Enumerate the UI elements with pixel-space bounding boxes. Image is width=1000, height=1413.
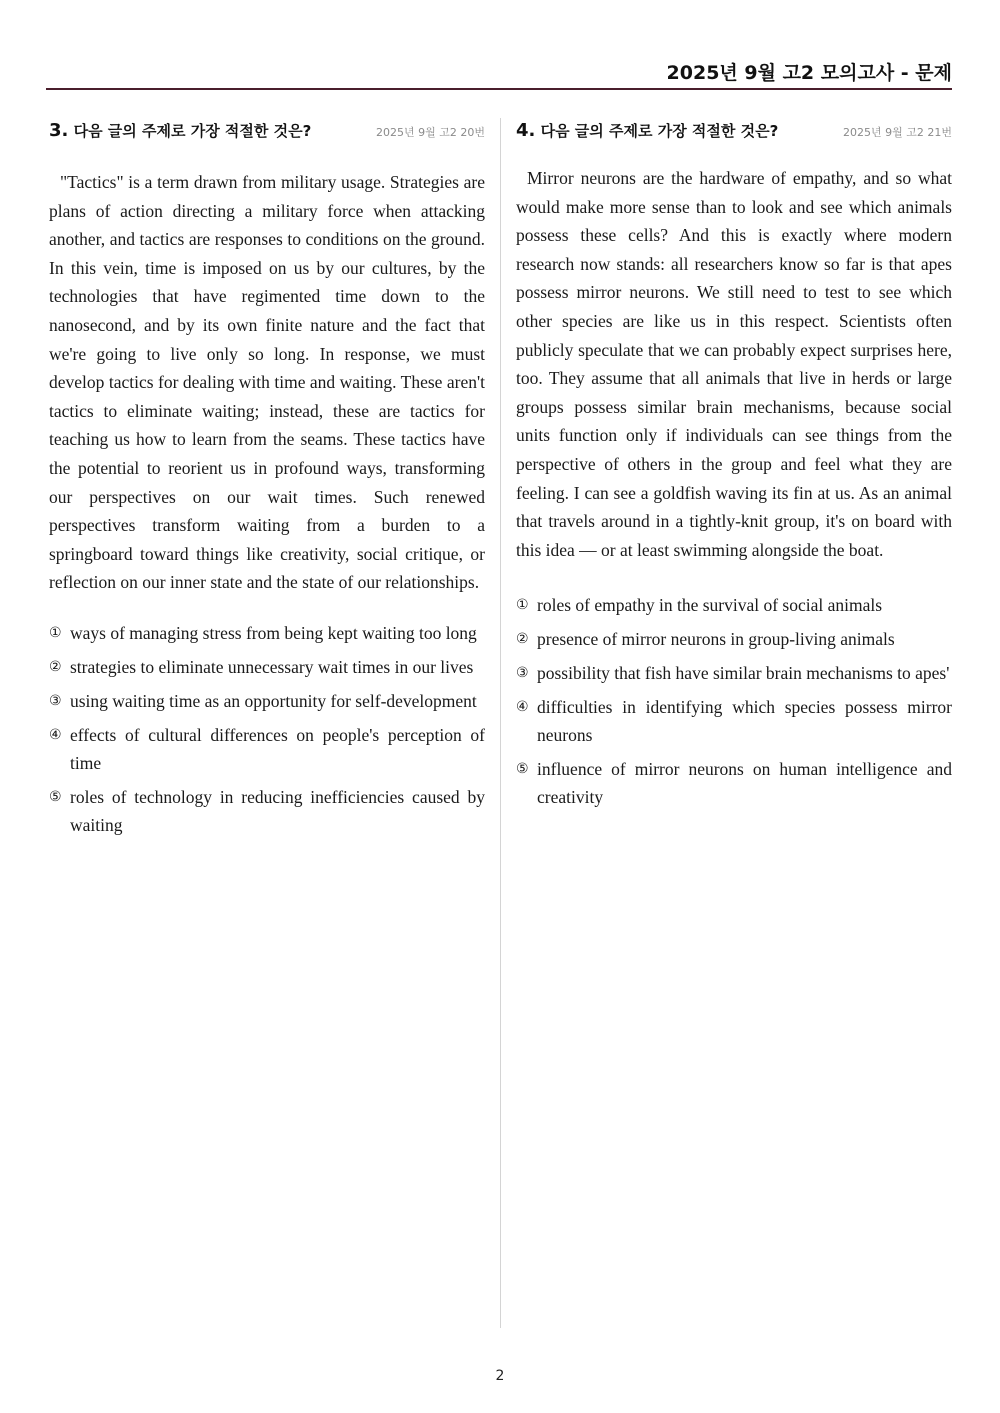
choice-number: ② <box>516 631 529 648</box>
choice-number: ① <box>516 597 529 614</box>
question-prompt: 다음 글의 주제로 가장 적절한 것은? <box>73 122 312 140</box>
question-number: 3. <box>49 120 69 141</box>
answer-choice-1[interactable] <box>516 591 952 619</box>
question-source: 2025년 9월 고2 20번 <box>376 126 485 139</box>
question-header <box>49 118 485 150</box>
question-passage: "Tactics" is a term drawn from military usage. Strategies are plans of action directing a military force when attacking another, and tactics are responses to conditions on the ground. In this vein, time is imposed on us by our cultures, by the technologies that have regimented time down to the nanosecond, and by its own finite nature and the fact that we're going to live only so long. In response, we must develop tactics for dealing with time and waiting. These aren't tactics to eliminate waiting; instead, these are tactics for teaching us how to learn from the seams. These tactics have the potential to reorient us in profound ways, transforming our perspectives on our wait times. Such renewed perspectives transform waiting from a burden to a springboard toward things like creativity, social critique, or reflection on our inner state and the state of our relationships. <box>49 172 485 593</box>
page-header-title: 2025년 9월 고2 모의고사 - 문제 <box>666 62 952 84</box>
question-passage: Mirror neurons are the hardware of empathy, and so what would make more sense than to look and see which animals possess these cells? And this is exactly where modern research now stands: all researchers know so far is that apes possess mirror neurons. We still need to test to see which other species are like us in this respect. Scientists often publicly speculate that we can probably expect surprises here, too. They assume that all animals that live in herds or large groups possess similar brain mechanisms, because social units function only if individuals can see things from the perspective of others in the group and feel what they are feeling. I can see a goldfish waving its fin at us. As an animal that travels around in a tightly-knit group, it's on board with this idea — or at least swimming alongside the boat. <box>516 168 952 560</box>
header-divider <box>46 88 952 90</box>
question-prompt: 다음 글의 주제로 가장 적절한 것은? <box>540 122 779 140</box>
choice-text: influence of mirror neurons on human intelligence and creativity <box>537 759 952 808</box>
choice-text: presence of mirror neurons in group-living animals <box>537 629 895 650</box>
choice-text: effects of cultural differences on people's perception of time <box>70 724 485 773</box>
choice-number: ⑤ <box>49 788 62 805</box>
choice-text: difficulties in identifying which species possess mirror neurons <box>537 697 952 746</box>
choice-text: ways of managing stress from being kept waiting too long <box>70 622 477 643</box>
answer-choice-3[interactable] <box>516 659 952 687</box>
answer-choice-3[interactable] <box>49 687 485 715</box>
choice-text: roles of technology in reducing inefficiencies caused by waiting <box>70 786 485 835</box>
answer-choice-5[interactable] <box>49 783 485 839</box>
page-number: 2 <box>495 1368 505 1384</box>
choice-number: ④ <box>516 699 529 716</box>
choice-text: using waiting time as an opportunity for self-development <box>70 690 477 711</box>
answer-choice-5[interactable] <box>516 755 952 811</box>
question-title <box>516 120 778 141</box>
question-4 <box>516 118 952 817</box>
choice-text: possibility that fish have similar brain mechanisms to apes' <box>537 663 950 684</box>
choice-number: ④ <box>49 726 62 743</box>
question-number: 4. <box>516 120 536 141</box>
question-3 <box>49 118 485 845</box>
answer-choices <box>49 619 485 839</box>
choice-number: ② <box>49 658 62 675</box>
choice-text: strategies to eliminate unnecessary wait times in our lives <box>70 656 474 677</box>
answer-choice-2[interactable] <box>516 625 952 653</box>
answer-choices <box>516 591 952 811</box>
choice-number: ⑤ <box>516 761 529 778</box>
choice-number: ③ <box>49 692 62 709</box>
answer-choice-1[interactable] <box>49 619 485 647</box>
answer-choice-2[interactable] <box>49 653 485 681</box>
answer-choice-4[interactable] <box>49 721 485 777</box>
question-title <box>49 120 311 141</box>
choice-number: ③ <box>516 665 529 682</box>
choice-text: roles of empathy in the survival of social animals <box>537 595 883 616</box>
column-divider <box>500 118 501 1328</box>
question-header <box>516 118 952 150</box>
answer-choice-4[interactable] <box>516 693 952 749</box>
choice-number: ① <box>49 624 62 641</box>
question-source: 2025년 9월 고2 21번 <box>843 126 952 139</box>
